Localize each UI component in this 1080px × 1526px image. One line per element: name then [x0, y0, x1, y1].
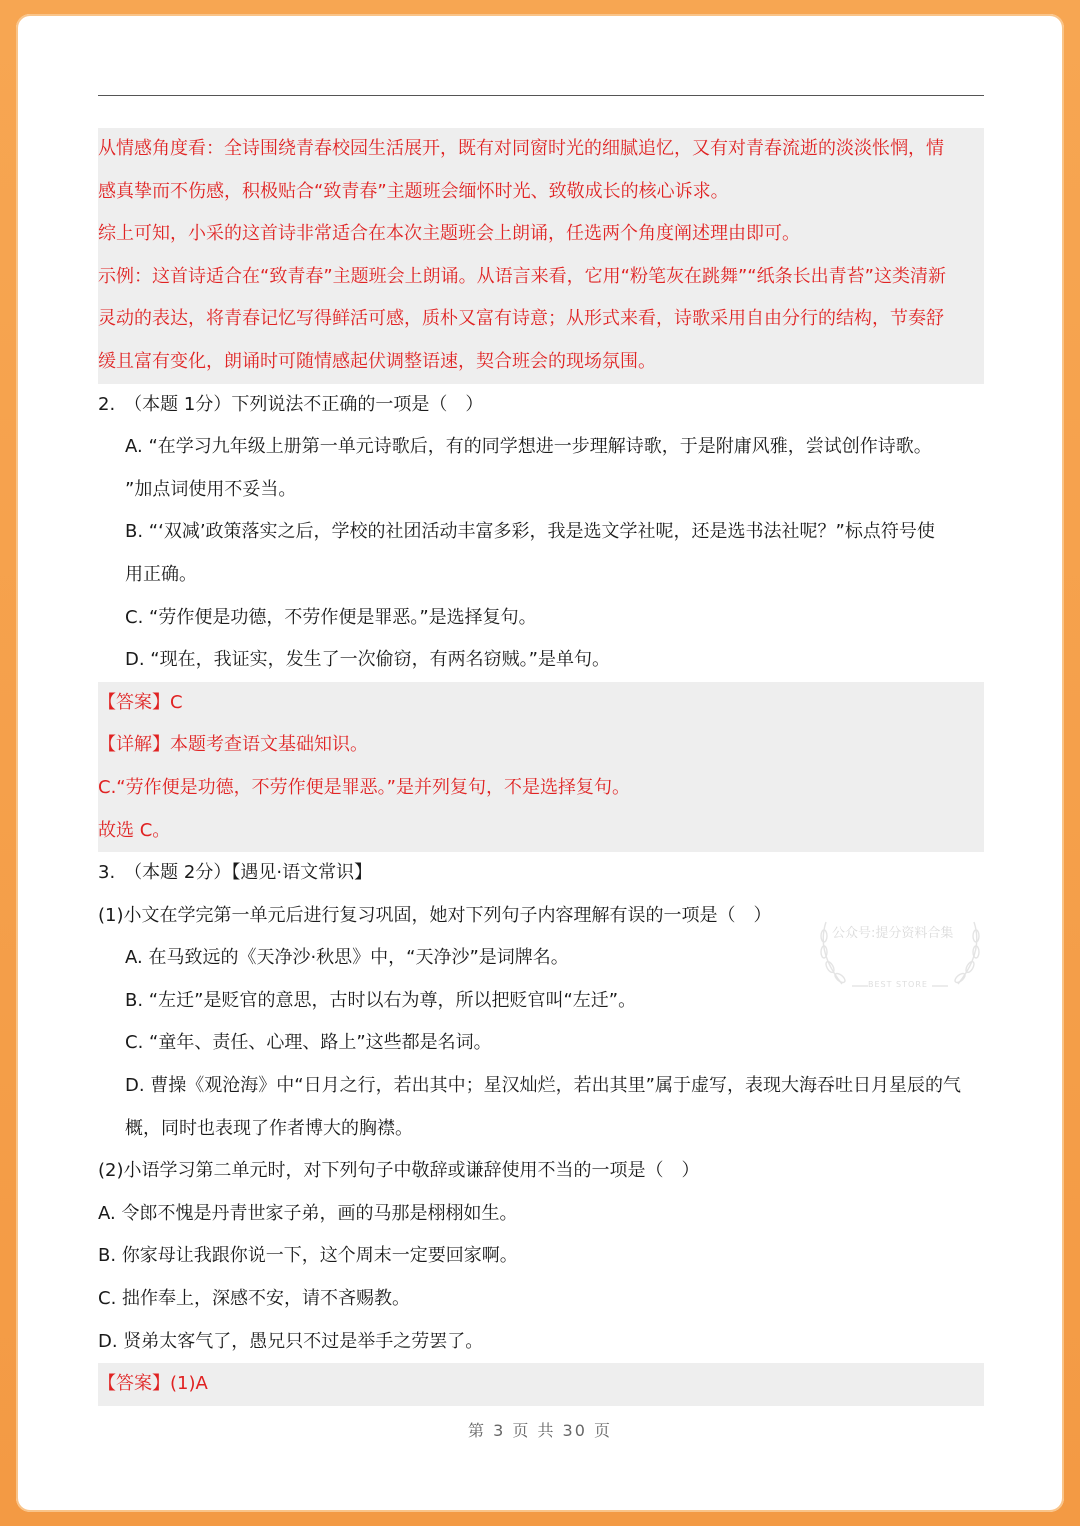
q2-detail-line: 故选 C。: [98, 819, 171, 841]
q3-sub2-option-d: D. 贤弟太客气了，愚兄只不过是举手之劳罢了。: [98, 1330, 484, 1352]
analysis-line: 灵动的表达，将青春记忆写得鲜活可感，质朴又富有诗意；从形式来看，诗歌采用自由分行的结构，节奏舒: [98, 308, 944, 330]
q2-detail-line: C.“劳作便是功德，不劳作便是罪恶。”是并列复句，不是选择复句。: [98, 776, 630, 798]
answer-value: C: [170, 691, 183, 713]
watermark-text: 公众号:提分资料合集: [832, 926, 954, 941]
q2-option-c: C. “劳作便是功德，不劳作便是罪恶。”是选择复句。: [125, 606, 537, 628]
watermark-subtext: BEST STORE: [868, 980, 928, 989]
q2-option-b: B. “‘双减’政策落实之后，学校的社团活动丰富多彩，我是选文学社呢，还是选书法社呢？”标点符号使: [125, 521, 935, 543]
q2-option-a: A. “在学习九年级上册第一单元诗歌后，有的同学想进一步理解诗歌，于是附庸风雅，尝试创作诗歌。: [125, 436, 932, 458]
question-3-stem: 3. （本题 2分）【遇见·语文常识】: [98, 862, 373, 884]
header-rule: [98, 95, 984, 96]
q3-sub1-stem: (1)小文在学完第一单元后进行复习巩固，她对下列句子内容理解有误的一项是（ ）: [98, 904, 772, 926]
analysis-line: 从情感角度看：全诗围绕青春校园生活展开，既有对同窗时光的细腻追忆，又有对青春流逝的淡淡怅惘，情: [98, 138, 944, 159]
answer-value: (1)A: [170, 1373, 208, 1395]
q3-sub1-option-b: B. “左迁”是贬官的意思，古时以右为尊，所以把贬官叫“左迁”。: [125, 989, 637, 1011]
answer-label: 【答案】: [98, 1373, 170, 1395]
q3-sub1-option-a: A. 在马致远的《天净沙·秋思》中，“天净沙”是词牌名。: [125, 947, 569, 969]
analysis-line: 感真挚而不伤感，积极贴合“致青春”主题班会缅怀时光、致敬成长的核心诉求。: [98, 180, 729, 202]
answer-label: 【答案】: [98, 691, 170, 713]
page-number: 第 3 页 共 30 页: [468, 1421, 612, 1440]
q3-answer: [98, 1363, 984, 1406]
q2-answer-block: [98, 682, 984, 852]
document-content: [98, 128, 984, 1406]
analysis-line: 综上可知，小采的这首诗非常适合在本次主题班会上朗诵，任选两个角度阐述理由即可。: [98, 223, 800, 245]
analysis-block: [98, 128, 984, 384]
q3-answer-block: [98, 1363, 984, 1406]
q2-option-d: D. “现在，我证实，发生了一次偷窃，有两名窃贼。”是单句。: [125, 649, 610, 671]
watermark-seal: [812, 912, 988, 996]
q3-sub1-option-d-cont: 概，同时也表现了作者博大的胸襟。: [125, 1117, 413, 1139]
q2-answer: [98, 682, 984, 725]
q2-option-a-cont: ”加点词使用不妥当。: [125, 478, 297, 500]
q3-sub2-option-c: C. 拙作奉上，深感不安，请不吝赐教。: [98, 1288, 411, 1310]
detail-label: 【详解】: [98, 734, 170, 756]
q3-sub2-option-a: A. 令郎不愧是丹青世家子弟，画的马那是栩栩如生。: [98, 1202, 518, 1224]
analysis-line: 缓且富有变化，朗诵时可随情感起伏调整语速，契合班会的现场氛围。: [98, 350, 656, 372]
detail-value: 本题考查语文基础知识。: [170, 734, 368, 756]
q3-sub2-option-b: B. 你家母让我跟你说一下，这个周末一定要回家啊。: [98, 1245, 518, 1267]
question-2-stem: 2. （本题 1分）下列说法不正确的一项是（ ）: [98, 393, 484, 415]
analysis-line: 示例：这首诗适合在“致青春”主题班会上朗诵。从语言来看，它用“粉笔灰在跳舞”“纸条长出青苔”这类清新: [98, 265, 946, 287]
q3-sub1-option-c: C. “童年、责任、心理、路上”这些都是名词。: [125, 1032, 492, 1054]
q3-sub1-option-d: D. 曹操《观沧海》中“日月之行，若出其中；星汉灿烂，若出其里”属于虚写，表现大海吞吐日月星辰的气: [125, 1075, 961, 1097]
q2-detail: [98, 724, 984, 767]
q2-option-b-cont: 用正确。: [125, 563, 197, 585]
q3-sub2-stem: (2)小语学习第二单元时，对下列句子中敬辞或谦辞使用不当的一项是（ ）: [98, 1160, 700, 1182]
